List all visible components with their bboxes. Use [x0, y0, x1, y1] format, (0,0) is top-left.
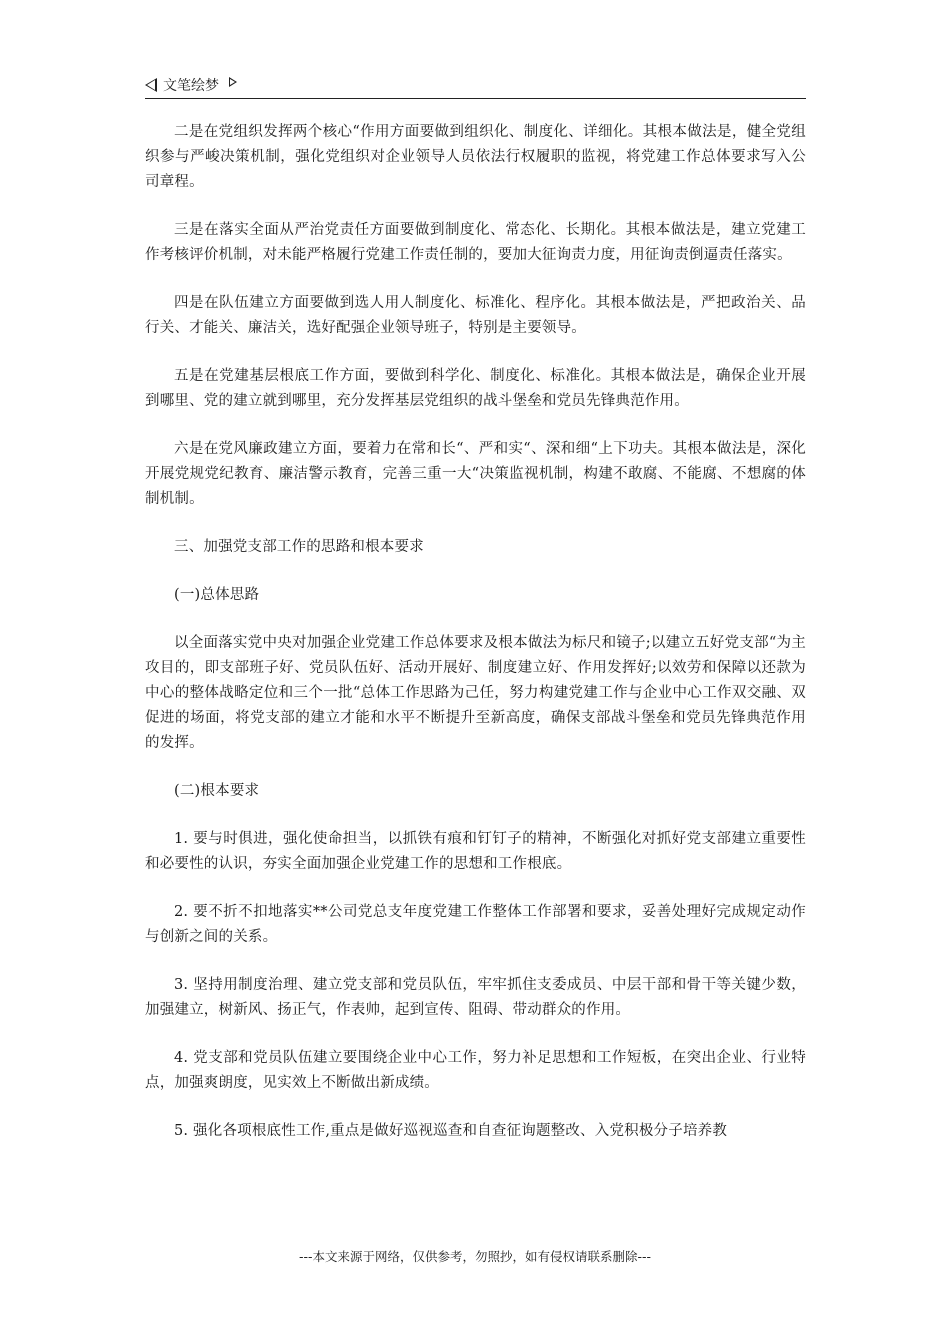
- triangle-left-icon: [145, 78, 157, 92]
- paragraph: 以全面落实党中央对加强企业党建工作总体要求及根本做法为标尺和镜子;以建立五好党支部“为主攻目的，即支部班子好、党员队伍好、活动开展好、制度建立好、作用发挥好;以效劳和保障以还款为中心的整体战略定位和三个一批“总体工作思路为己任，努力构建党建工作与企业中心工作双交融、双促进的场面，将党支部的建立才能和水平不断提升至新高度，确保支部战斗堡垒和党员先锋典范作用的发挥。: [145, 635, 806, 751]
- section-heading: 三、加强党支部工作的思路和根本要求: [174, 539, 424, 555]
- header-title: 文笔绘梦: [163, 78, 219, 94]
- paragraph: 四是在队伍建立方面要做到选人用人制度化、标准化、程序化。其根本做法是，严把政治关、品行关、才能关、廉洁关，选好配强企业领导班子，特别是主要领导。: [145, 295, 806, 336]
- subsection-heading: (二)根本要求: [174, 783, 260, 799]
- page-footer: ---本文来源于网络，仅供参考，勿照抄，如有侵权请联系删除---: [298, 1249, 652, 1264]
- subsection-heading: (一)总体思路: [174, 587, 260, 603]
- page-header: [145, 72, 806, 99]
- paragraph: 六是在党风廉政建立方面，要着力在常和长“、严和实“、深和细“上下功夫。其根本做法是，深化开展党规党纪教育、廉洁警示教育，完善三重一大“决策监视机制，构建不敢腐、不能腐、不想腐的体制机制。: [145, 441, 806, 507]
- paragraph: 五是在党建基层根底工作方面，要做到科学化、制度化、标准化。其根本做法是，确保企业开展到哪里、党的建立就到哪里，充分发挥基层党组织的战斗堡垒和党员先锋典范作用。: [145, 368, 806, 409]
- paragraph: 二是在党组织发挥两个核心“作用方面要做到组织化、制度化、详细化。其根本做法是，健全党组织参与严峻决策机制，强化党组织对企业领导人员依法行权履职的监视，将党建工作总体要求写入公司章程。: [145, 124, 806, 190]
- list-item: 2. 要不折不扣地落实**公司党总支年度党建工作整体工作部署和要求，妥善处理好完成规定动作与创新之间的关系。: [145, 904, 806, 945]
- list-item: 5. 强化各项根底性工作,重点是做好巡视巡查和自查征询题整改、入党积极分子培养教: [174, 1123, 728, 1139]
- list-item: 3. 坚持用制度治理、建立党支部和党员队伍，牢牢抓住支委成员、中层干部和骨干等关键少数，加强建立，树新风、扬正气，作表帅，起到宣传、阻碍、带动群众的作用。: [145, 977, 806, 1018]
- list-item: 1. 要与时俱进，强化使命担当，以抓铁有痕和钉钉子的精神，不断强化对抓好党支部建立重要性和必要性的认识，夯实全面加强企业党建工作的思想和工作根底。: [145, 831, 806, 872]
- paragraph: 三是在落实全面从严治党责任方面要做到制度化、常态化、长期化。其根本做法是，建立党建工作考核评价机制，对未能严格履行党建工作责任制的，要加大征询责力度，用征询责倒逼责任落实。: [145, 222, 806, 263]
- document-body: [145, 120, 806, 1167]
- triangle-right-icon: [229, 77, 237, 87]
- list-item: 4. 党支部和党员队伍建立要围绕企业中心工作，努力补足思想和工作短板，在突出企业、行业特点，加强爽朗度，见实效上不断做出新成绩。: [145, 1050, 806, 1091]
